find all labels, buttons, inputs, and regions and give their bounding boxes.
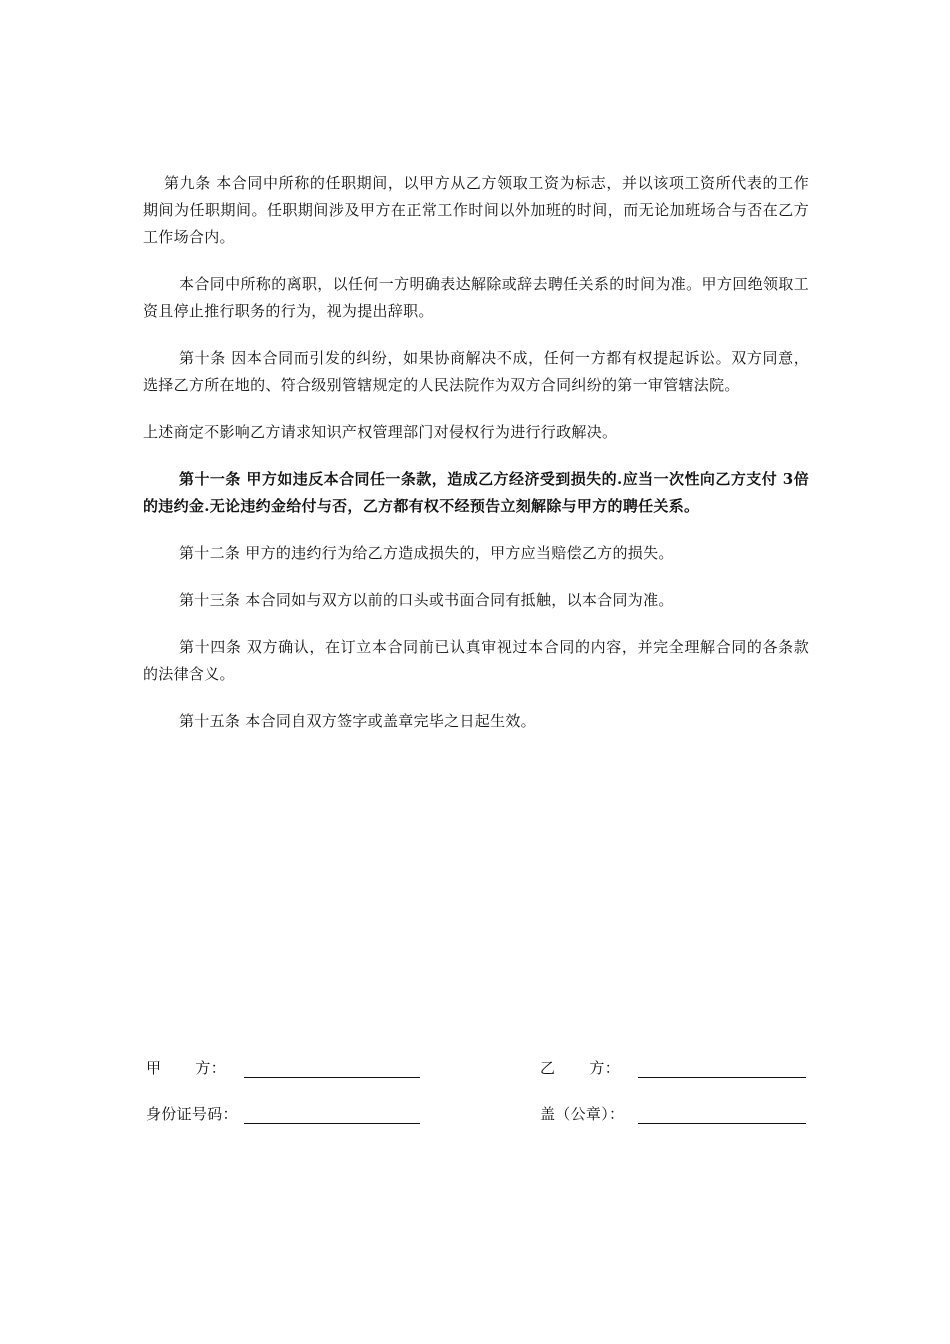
resignation-definition: 本合同中所称的离职，以任何一方明确表达解除或辞去聘任关系的时间为准。甲方回绝领取工资且停止推行职务的行为，视为提出辞职。: [143, 275, 809, 320]
id-number-label: 身份证号码：: [146, 1105, 238, 1123]
seal-line[interactable]: [638, 1107, 806, 1124]
clause-13: 第十三条 本合同如与双方以前的口头或书面合同有抵触，以本合同为准。: [179, 591, 674, 609]
seal-field: [540, 1104, 806, 1124]
party-a-label-char1: 甲: [146, 1059, 162, 1077]
party-a-signature-line[interactable]: [244, 1061, 420, 1078]
seal-label: 盖（公章）：: [540, 1105, 625, 1123]
id-number-line[interactable]: [244, 1107, 420, 1124]
party-b-label-char1: 乙: [540, 1059, 556, 1077]
party-b-label: [540, 1058, 632, 1078]
clause-12: 第十二条 甲方的违约行为给乙方造成损失的，甲方应当赔偿乙方的损失。: [179, 544, 674, 562]
clause-9: 第九条 本合同中所称的任职期间，以甲方从乙方领取工资为标志，并以该项工资所代表的工作期间为任职期间。任职期间涉及甲方在正常工作时间以外加班的时间，而无论加班场合与否在乙方工作场合内。: [143, 174, 809, 246]
party-b-signature: [540, 1058, 806, 1078]
clause-10: 第十条 因本合同而引发的纠纷，如果协商解决不成，任何一方都有权提起诉讼。双方同意，选择乙方所在地的、符合级别管辖规定的人民法院作为双方合同纠纷的第一审管辖法院。: [143, 349, 809, 394]
ip-administration-note: 上述商定不影响乙方请求知识产权管理部门对侵权行为进行行政解决。: [143, 423, 618, 441]
party-b-signature-line[interactable]: [638, 1061, 806, 1078]
clause-15: 第十五条 本合同自双方签字或盖章完毕之日起生效。: [179, 712, 536, 730]
clause-11: 第十一条 甲方如违反本合同任一条款，造成乙方经济受到损失的.应当一次性向乙方支付 3倍的违约金.无论违约金给付与否，乙方都有权不经预告立刻解除与甲方的聘任关系。: [143, 470, 809, 515]
contract-body: [143, 170, 809, 755]
party-a-label-char2: 方：: [195, 1059, 226, 1077]
party-b-label-char2: 方：: [589, 1059, 620, 1077]
clause-14: 第十四条 双方确认，在订立本合同前已认真审视过本合同的内容，并完全理解合同的各条款的法律含义。: [143, 638, 809, 683]
party-a-signature: [146, 1058, 420, 1078]
party-a-label: [146, 1058, 238, 1078]
id-number-field: [146, 1104, 420, 1124]
